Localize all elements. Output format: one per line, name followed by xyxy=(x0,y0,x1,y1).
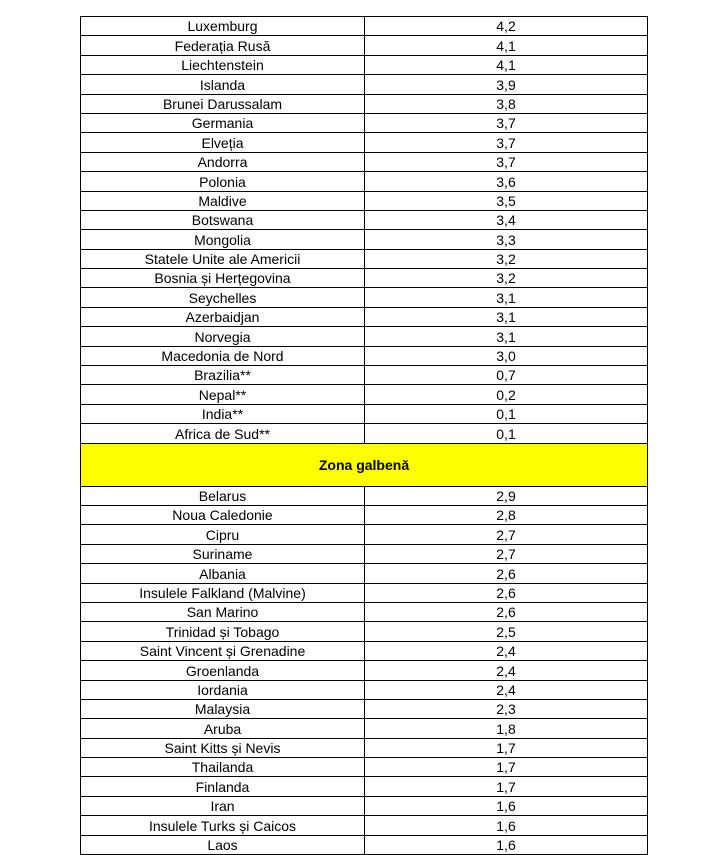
country-cell: Elveția xyxy=(81,133,365,152)
table-row xyxy=(81,661,648,680)
country-cell: Germania xyxy=(81,113,365,132)
country-cell: Suriname xyxy=(81,544,365,563)
table-row xyxy=(81,738,648,757)
value-cell: 3,7 xyxy=(365,133,648,152)
value-cell: 1,7 xyxy=(365,777,648,796)
table-row xyxy=(81,622,648,641)
country-cell: Malaysia xyxy=(81,699,365,718)
country-cell: Groenlanda xyxy=(81,661,365,680)
value-cell: 0,1 xyxy=(365,404,648,423)
value-cell: 3,1 xyxy=(365,307,648,326)
table-row xyxy=(81,525,648,544)
zone-header: Zona galbenă xyxy=(81,443,648,486)
value-cell: 1,6 xyxy=(365,816,648,835)
country-cell: Seychelles xyxy=(81,288,365,307)
table-row xyxy=(81,191,648,210)
value-cell: 4,2 xyxy=(365,17,648,36)
country-cell: Polonia xyxy=(81,172,365,191)
value-cell: 2,4 xyxy=(365,661,648,680)
value-cell: 3,3 xyxy=(365,230,648,249)
country-cell: Iran xyxy=(81,796,365,815)
table-row xyxy=(81,94,648,113)
document-page xyxy=(80,16,647,855)
country-cell: Brunei Darussalam xyxy=(81,94,365,113)
table-row xyxy=(81,424,648,443)
value-cell: 3,7 xyxy=(365,152,648,171)
table-body-bottom xyxy=(81,486,648,854)
value-cell: 3,8 xyxy=(365,94,648,113)
table-row xyxy=(81,680,648,699)
table-row xyxy=(81,307,648,326)
country-cell: Nepal** xyxy=(81,385,365,404)
table-row xyxy=(81,210,648,229)
country-cell: Thailanda xyxy=(81,758,365,777)
table-row xyxy=(81,152,648,171)
country-cell: Botswana xyxy=(81,210,365,229)
country-cell: Insulele Turks și Caicos xyxy=(81,816,365,835)
country-cell: Luxemburg xyxy=(81,17,365,36)
table-row xyxy=(81,113,648,132)
table-row xyxy=(81,327,648,346)
country-cell: Aruba xyxy=(81,719,365,738)
table-row xyxy=(81,172,648,191)
value-cell: 2,7 xyxy=(365,525,648,544)
value-cell: 1,7 xyxy=(365,758,648,777)
value-cell: 4,1 xyxy=(365,36,648,55)
country-cell: Saint Kitts și Nevis xyxy=(81,738,365,757)
country-incidence-table xyxy=(80,16,648,855)
country-cell: Albania xyxy=(81,564,365,583)
table-row xyxy=(81,486,648,505)
table-row xyxy=(81,288,648,307)
country-cell: Norvegia xyxy=(81,327,365,346)
table-row xyxy=(81,641,648,660)
country-cell: India** xyxy=(81,404,365,423)
value-cell: 1,7 xyxy=(365,738,648,757)
value-cell: 3,2 xyxy=(365,269,648,288)
country-cell: Liechtenstein xyxy=(81,55,365,74)
value-cell: 2,4 xyxy=(365,680,648,699)
value-cell: 3,0 xyxy=(365,346,648,365)
value-cell: 2,3 xyxy=(365,699,648,718)
table-row xyxy=(81,249,648,268)
country-cell: Noua Caledonie xyxy=(81,505,365,524)
country-cell: Iordania xyxy=(81,680,365,699)
table-row xyxy=(81,17,648,36)
country-cell: Africa de Sud** xyxy=(81,424,365,443)
table-row xyxy=(81,133,648,152)
country-cell: Statele Unite ale Americii xyxy=(81,249,365,268)
country-cell: Finlanda xyxy=(81,777,365,796)
value-cell: 3,7 xyxy=(365,113,648,132)
country-cell: Insulele Falkland (Malvine) xyxy=(81,583,365,602)
table-row xyxy=(81,404,648,423)
value-cell: 2,6 xyxy=(365,602,648,621)
country-cell: Macedonia de Nord xyxy=(81,346,365,365)
value-cell: 0,2 xyxy=(365,385,648,404)
value-cell: 3,4 xyxy=(365,210,648,229)
table-row xyxy=(81,75,648,94)
table-row xyxy=(81,230,648,249)
table-row xyxy=(81,366,648,385)
country-cell: Saint Vincent și Grenadine xyxy=(81,641,365,660)
value-cell: 2,5 xyxy=(365,622,648,641)
country-cell: San Marino xyxy=(81,602,365,621)
value-cell: 1,6 xyxy=(365,796,648,815)
value-cell: 2,6 xyxy=(365,583,648,602)
table-row xyxy=(81,777,648,796)
table-row xyxy=(81,55,648,74)
table-row xyxy=(81,816,648,835)
table-row xyxy=(81,583,648,602)
table-row xyxy=(81,602,648,621)
country-cell: Maldive xyxy=(81,191,365,210)
country-cell: Belarus xyxy=(81,486,365,505)
value-cell: 3,6 xyxy=(365,172,648,191)
country-cell: Andorra xyxy=(81,152,365,171)
table-row xyxy=(81,835,648,854)
table-row xyxy=(81,564,648,583)
table-row xyxy=(81,796,648,815)
country-cell: Laos xyxy=(81,835,365,854)
table-row xyxy=(81,36,648,55)
table-row xyxy=(81,269,648,288)
country-cell: Brazilia** xyxy=(81,366,365,385)
value-cell: 2,6 xyxy=(365,564,648,583)
value-cell: 3,9 xyxy=(365,75,648,94)
table-row xyxy=(81,505,648,524)
value-cell: 3,1 xyxy=(365,288,648,307)
value-cell: 2,4 xyxy=(365,641,648,660)
value-cell: 4,1 xyxy=(365,55,648,74)
value-cell: 0,1 xyxy=(365,424,648,443)
value-cell: 3,5 xyxy=(365,191,648,210)
value-cell: 1,6 xyxy=(365,835,648,854)
country-cell: Islanda xyxy=(81,75,365,94)
zone-header-row xyxy=(81,443,648,486)
table-row xyxy=(81,385,648,404)
table-body-top xyxy=(81,17,648,444)
value-cell: 2,7 xyxy=(365,544,648,563)
value-cell: 2,8 xyxy=(365,505,648,524)
zone-section xyxy=(81,443,648,486)
country-cell: Bosnia și Herțegovina xyxy=(81,269,365,288)
country-cell: Cipru xyxy=(81,525,365,544)
country-cell: Trinidad și Tobago xyxy=(81,622,365,641)
country-cell: Azerbaidjan xyxy=(81,307,365,326)
table-row xyxy=(81,758,648,777)
country-cell: Federația Rusă xyxy=(81,36,365,55)
country-cell: Mongolia xyxy=(81,230,365,249)
value-cell: 3,1 xyxy=(365,327,648,346)
table-row xyxy=(81,544,648,563)
table-row xyxy=(81,719,648,738)
value-cell: 1,8 xyxy=(365,719,648,738)
value-cell: 2,9 xyxy=(365,486,648,505)
value-cell: 0,7 xyxy=(365,366,648,385)
table-row xyxy=(81,699,648,718)
table-row xyxy=(81,346,648,365)
value-cell: 3,2 xyxy=(365,249,648,268)
